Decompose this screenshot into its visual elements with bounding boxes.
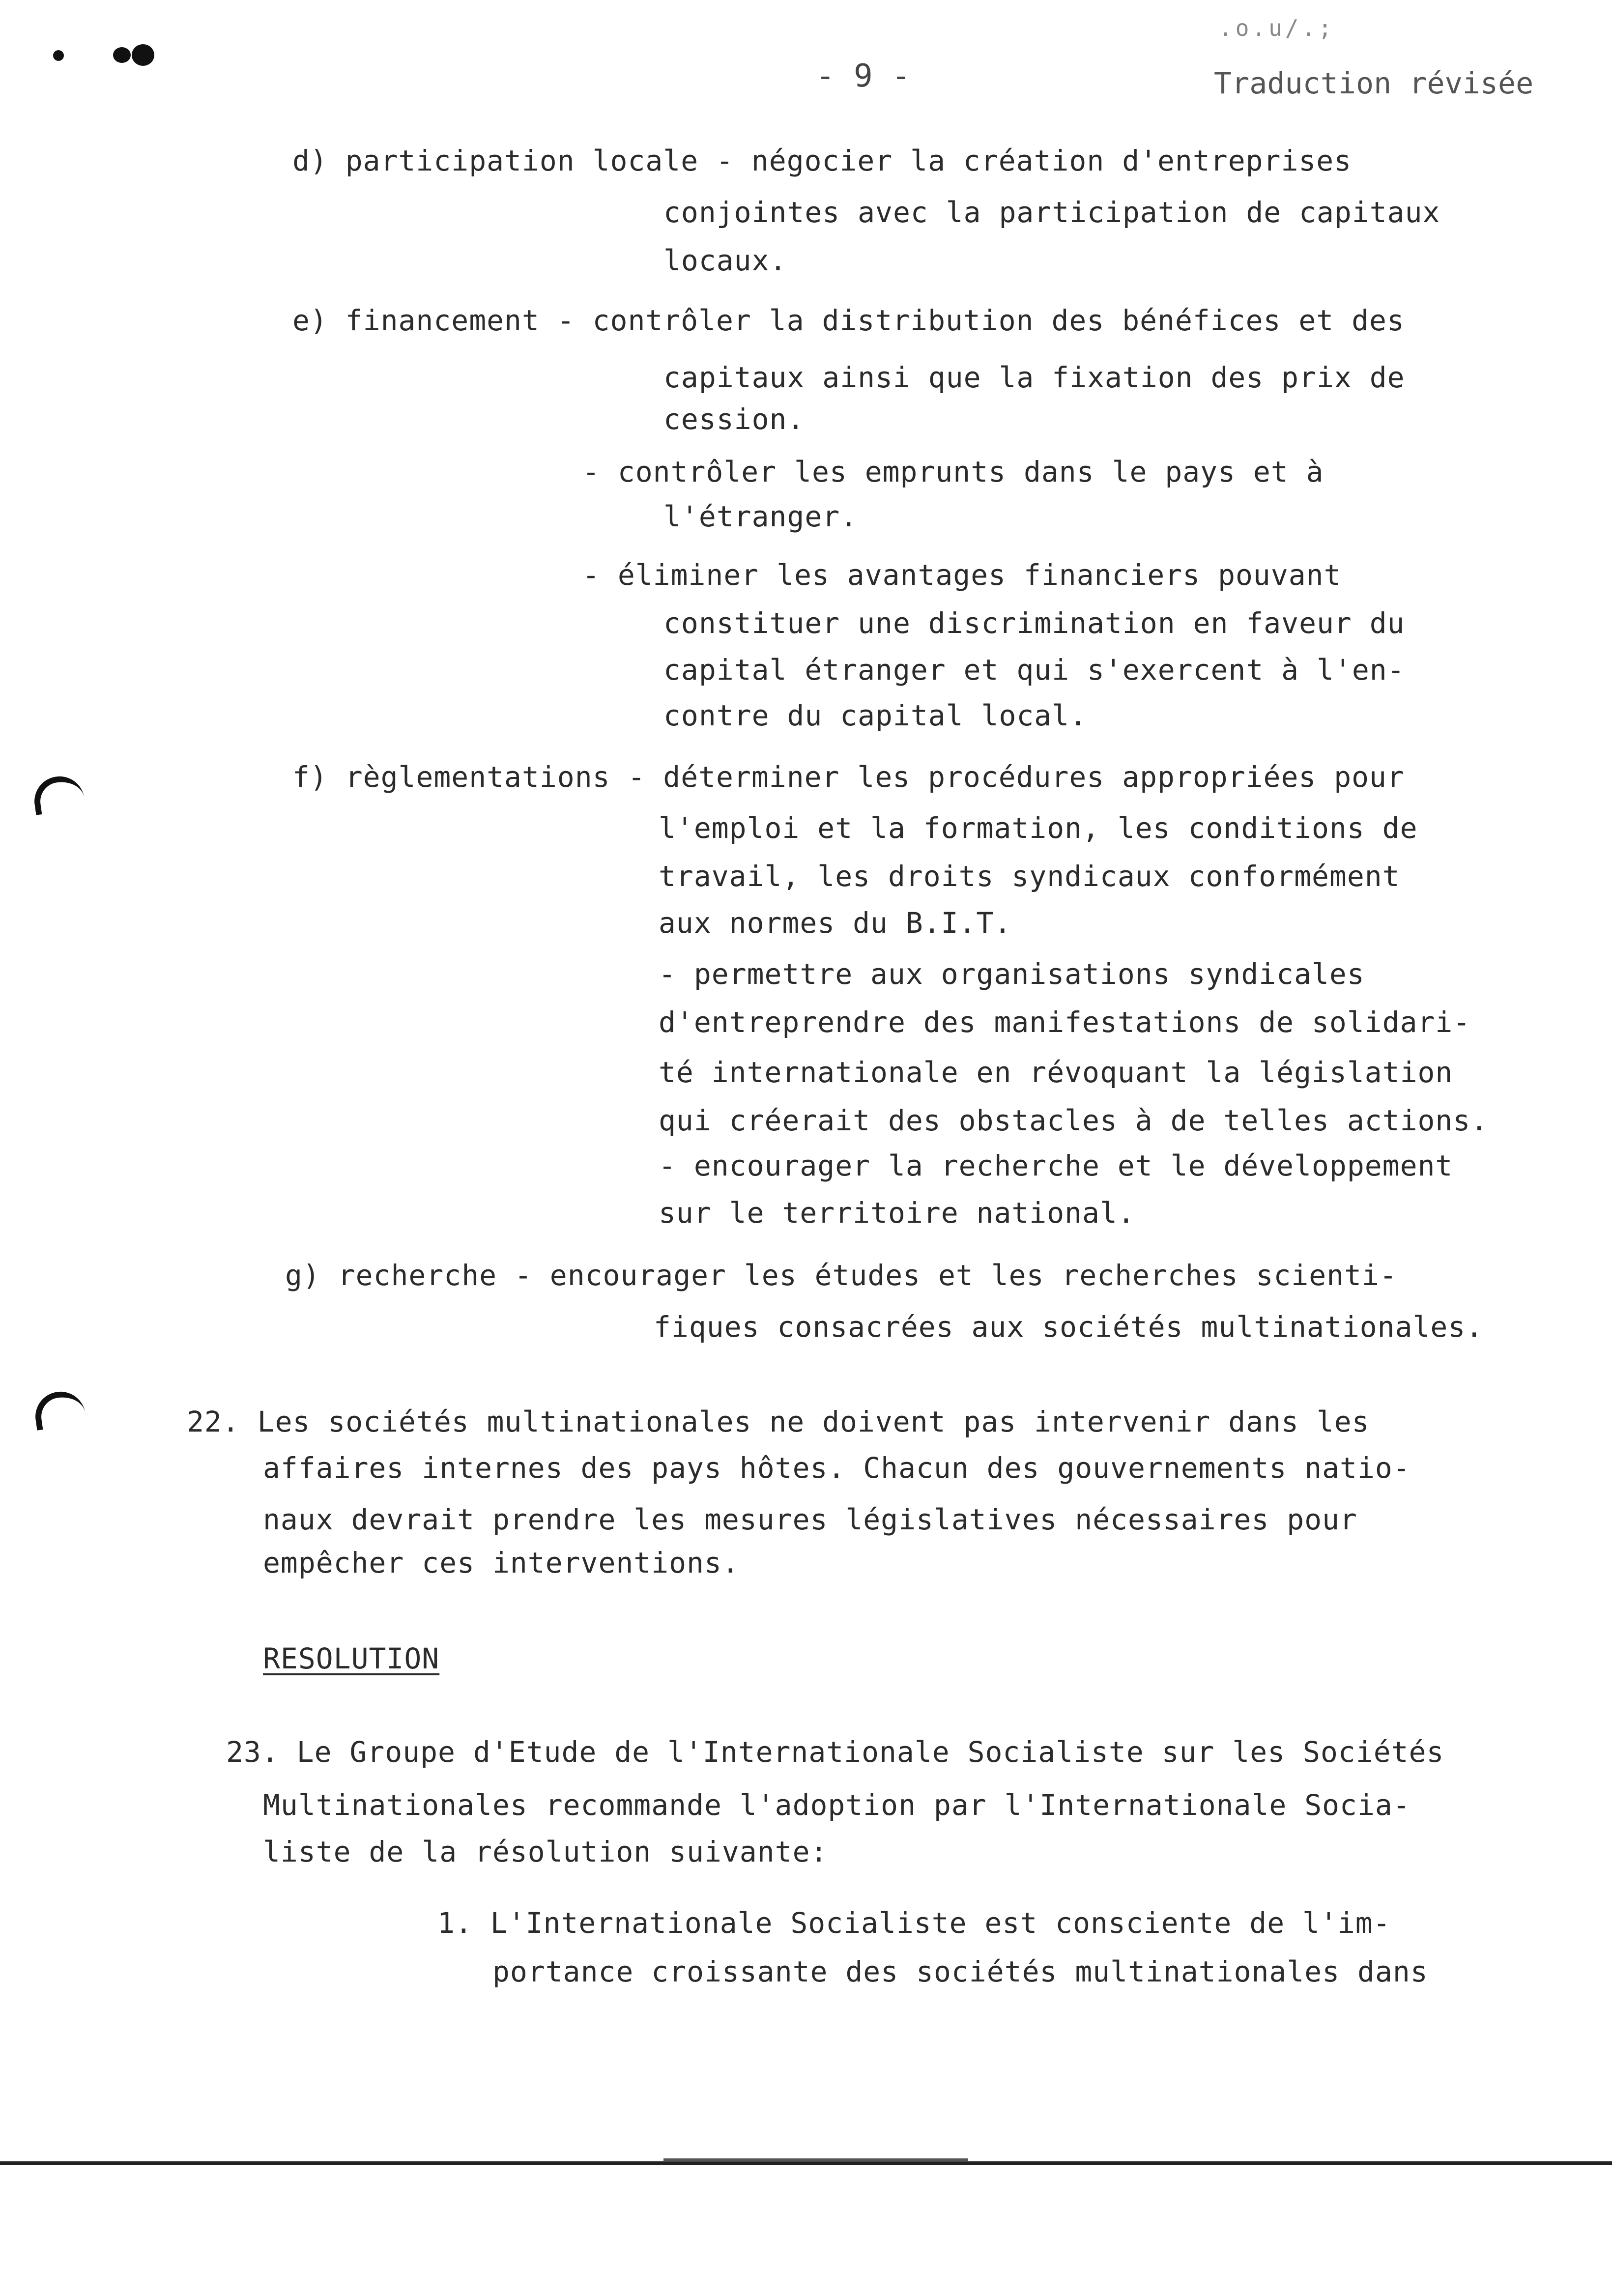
item-e-line-5: l'étranger. xyxy=(663,500,858,533)
scan-dot-3 xyxy=(132,44,154,66)
resolution-heading: RESOLUTION xyxy=(263,1642,440,1675)
item-f-line-7: té internationale en révoquant la législation xyxy=(659,1056,1453,1089)
paragraph-22-line-1: 22. Les sociétés multinationales ne doivent pas intervenir dans les xyxy=(187,1405,1370,1438)
item-g-line-2: fiques consacrées aux sociétés multinationales. xyxy=(654,1310,1484,1344)
item-g-line-1: g) recherche - encourager les études et les recherches scienti- xyxy=(285,1259,1397,1292)
item-d-line-3: locaux. xyxy=(663,244,787,277)
item-f-line-8: qui créerait des obstacles à de telles actions. xyxy=(659,1104,1489,1137)
bottom-rule-overlap xyxy=(663,2158,968,2161)
paragraph-22-line-3: naux devrait prendre les mesures législatives nécessaires pour xyxy=(263,1503,1357,1536)
paragraph-22-line-4: empêcher ces interventions. xyxy=(263,1546,740,1579)
item-f-line-10: sur le territoire national. xyxy=(659,1196,1135,1230)
item-f-line-5: - permettre aux organisations syndicales xyxy=(659,957,1365,991)
item-f-line-1: f) règlementations - déterminer les procédures appropriées pour xyxy=(292,760,1405,794)
paragraph-22-line-2: affaires internes des pays hôtes. Chacun des gouvernements natio- xyxy=(263,1451,1410,1485)
item-e-line-9: contre du capital local. xyxy=(663,699,1088,732)
item-e-line-1: e) financement - contrôler la distribution des bénéfices et des xyxy=(292,304,1405,337)
paragraph-23-line-1: 23. Le Groupe d'Etude de l'Internationale Socialiste sur les Sociétés xyxy=(226,1735,1444,1769)
item-e-line-8: capital étranger et qui s'exercent à l'en- xyxy=(663,653,1405,687)
revision-label: Traduction révisée xyxy=(1214,66,1534,101)
resolution-item-1-line-2: portance croissante des sociétés multinationales dans xyxy=(492,1955,1428,1988)
item-f-line-2: l'emploi et la formation, les conditions de xyxy=(659,811,1418,845)
item-d-line-2: conjointes avec la participation de capitaux xyxy=(663,196,1440,229)
paragraph-23-line-2: Multinationales recommande l'adoption par l'Internationale Socia- xyxy=(263,1788,1410,1822)
item-f-line-3: travail, les droits syndicaux conformément xyxy=(659,860,1400,893)
item-f-line-9: - encourager la recherche et le développement xyxy=(659,1149,1453,1182)
resolution-item-1-line-1: 1. L'Internationale Socialiste est consciente de l'im- xyxy=(437,1906,1391,1940)
item-e-line-2: capitaux ainsi que la fixation des prix de xyxy=(663,361,1405,394)
bottom-rule xyxy=(0,2161,1612,2165)
item-f-line-4: aux normes du B.I.T. xyxy=(659,906,1012,940)
item-e-line-7: constituer une discrimination en faveur du xyxy=(663,606,1405,640)
item-f-line-6: d'entreprendre des manifestations de solidari- xyxy=(659,1005,1471,1039)
reference-code: .o.u/.; xyxy=(1219,15,1335,41)
scan-dot-2 xyxy=(113,47,131,63)
item-d-line-1: d) participation locale - négocier la création d'entreprises xyxy=(292,144,1352,177)
scan-dot-1 xyxy=(53,50,64,61)
item-e-line-4: - contrôler les emprunts dans le pays et à xyxy=(582,455,1324,488)
item-e-line-6: - éliminer les avantages financiers pouvant xyxy=(582,558,1342,592)
item-e-line-3: cession. xyxy=(663,402,805,436)
punch-hole-mark-2 xyxy=(32,1388,86,1430)
punch-hole-mark-1 xyxy=(31,773,86,815)
paragraph-23-line-3: liste de la résolution suivante: xyxy=(263,1835,828,1868)
page-number: - 9 - xyxy=(816,58,911,94)
